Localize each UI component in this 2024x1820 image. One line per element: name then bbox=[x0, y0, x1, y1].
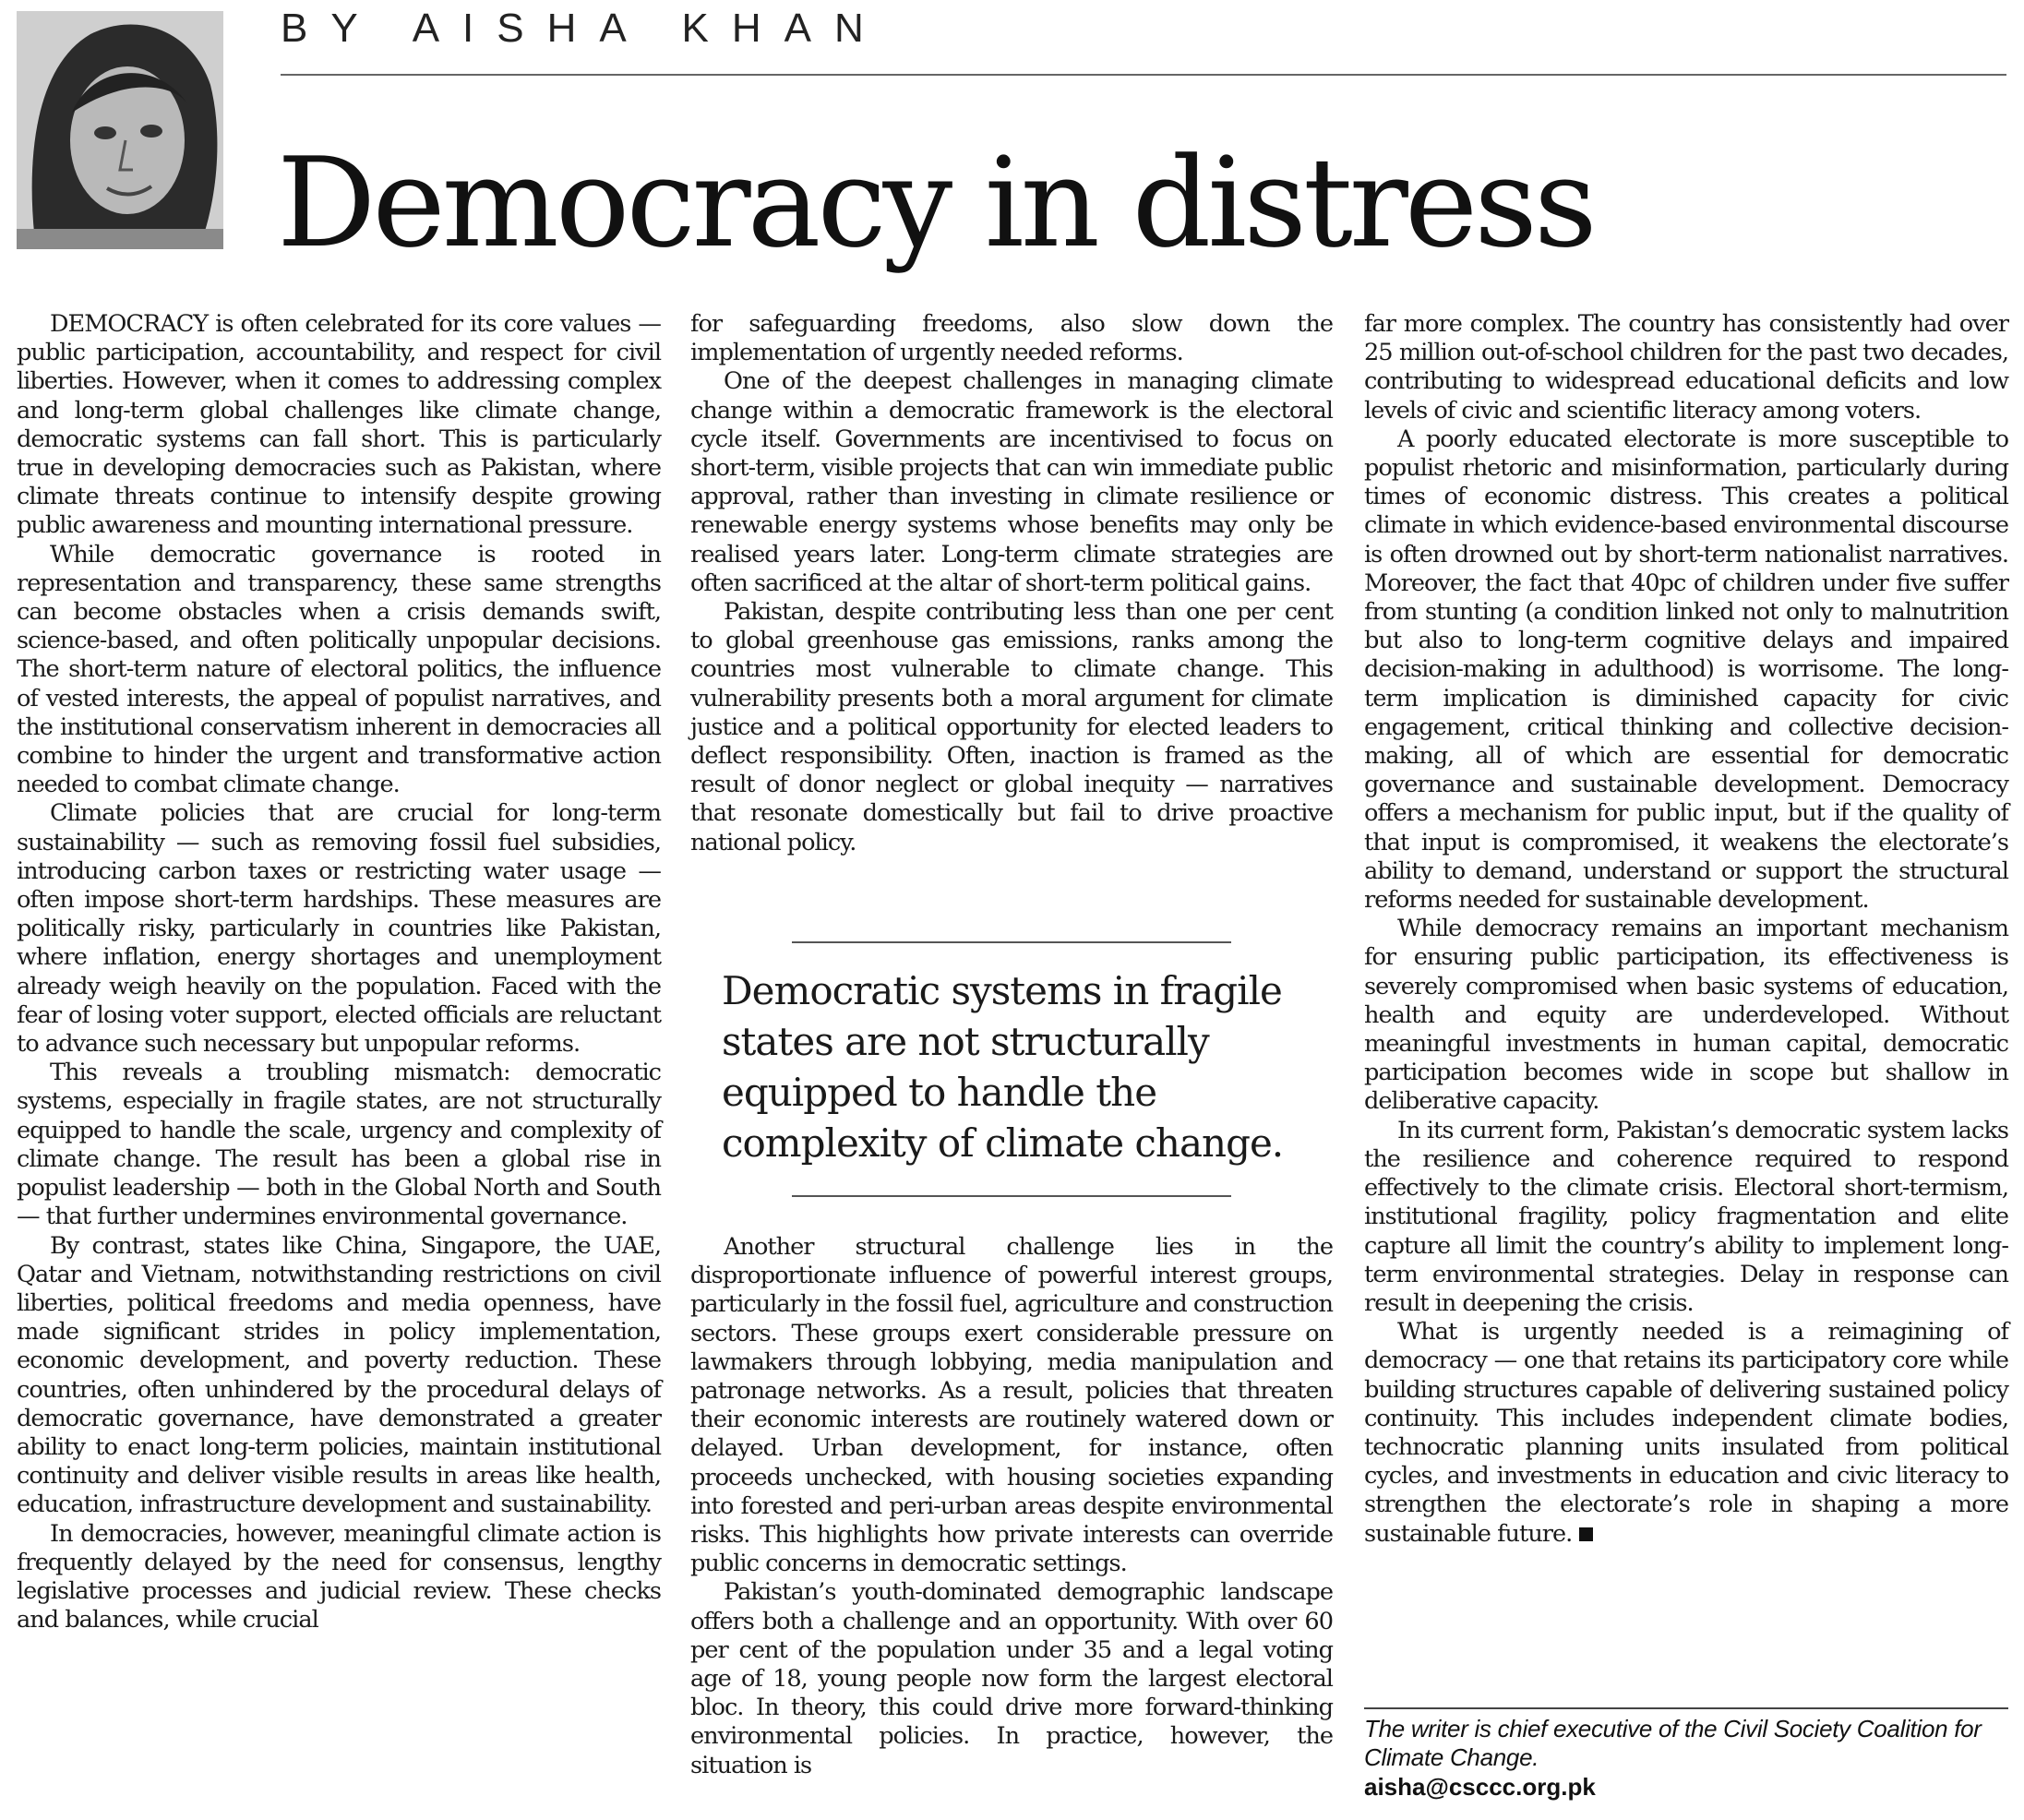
pull-quote: Democratic systems in fragile states are not structurally equipped to handle the complexity of climate change. bbox=[722, 968, 1284, 1166]
author-portrait bbox=[17, 11, 223, 244]
article-column-2-top bbox=[690, 310, 1333, 857]
paragraph: By contrast, states like China, Singapore, the UAE, Qatar and Vietnam, notwithstanding restrictions on civil liberties, political freedoms and media openness, have made significant strides in policy implementation, economic development, and poverty reduction. These countries, often unhindered by the procedural delays of democratic governance, have demonstrated a greater ability to enact long-term policies, maintain institutional continuity and deliver visible results in areas like health, education, infrastructure development and sustainability. bbox=[17, 1231, 661, 1519]
paragraph: Another structural challenge lies in the disproportionate influence of powerful interest groups, particularly in the fossil fuel, agriculture and construction sectors. These groups exert considerable pressure on lawmakers through lobbying, media manipulation and patronage networks. As a result, policies that threaten their economic interests are routinely watered down or delayed. Urban development, for instance, often proceeds unchecked, with housing societies expanding into forested and peri-urban areas despite environmental risks. This highlights how private interests can override public concerns in democratic settings. bbox=[690, 1233, 1333, 1578]
end-of-article-mark bbox=[1579, 1527, 1593, 1541]
pull-quote-rule-top bbox=[792, 941, 1231, 943]
paragraph: One of the deepest challenges in managing climate change within a democratic framework is the electoral cycle itself. Governments are incentivised to focus on short-term, visible projects that can win immediate public approval, rather than investing in climate resilience or renewable energy systems whose benefits may only be realised years later. Long-term climate strategies are often sacrificed at the altar of short-term political gains. bbox=[690, 367, 1333, 597]
pull-quote-rule-bottom bbox=[792, 1195, 1231, 1197]
article-column-3 bbox=[1364, 310, 2008, 1549]
byline: BY AISHA KHAN bbox=[281, 6, 887, 51]
paragraph-text: What is urgently needed is a reimagining of democracy — one that retains its participatory core while building structures capable of delivering sustained policy continuity. This includes independent climate bodies, technocratic planning units insulated from political cycles, and investments in education and civic literacy to strengthen the electorate’s role in shaping a more sustainable future. bbox=[1364, 1318, 2008, 1548]
paragraph: far more complex. The country has consistently had over 25 million out-of-school children for the past two decades, contributing to widespread educational deficits and low levels of civic and scientific literacy among voters. bbox=[1364, 310, 2008, 425]
paragraph: In democracies, however, meaningful climate action is frequently delayed by the need for consensus, lengthy legislative processes and judicial review. These checks and balances, while crucial bbox=[17, 1519, 661, 1634]
headline: Democracy in distress bbox=[277, 131, 1594, 275]
paragraph: for safeguarding freedoms, also slow down the implementation of urgently needed reforms. bbox=[690, 310, 1333, 367]
paragraph: A poorly educated electorate is more susceptible to populist rhetoric and misinformation, particularly during times of economic distress. This creates a political climate in which evidence-based environmental discourse is often drowned out by short-term nationalist narratives. Moreover, the fact that 40pc of children under five suffer from stunting (a condition linked not only to malnutrition but also to long-term cognitive delays and impaired decision-making in adulthood) is worrisome. The long-term implication is diminished capacity for civic engagement, critical thinking and collective decision-making, all of which are essential for democratic governance and sustainable development. Democracy offers a mechanism for public input, but if the quality of that input is compromised, it weakens the electorate’s ability to demand, understand or support the structural reforms needed for sustainable development. bbox=[1364, 425, 2008, 915]
article-column-2-bottom bbox=[690, 1233, 1333, 1780]
paragraph: This reveals a troubling mismatch: democratic systems, especially in fragile states, are not structurally equipped to handle the scale, urgency and complexity of climate change. The result has been a global rise in populist leadership — both in the Global North and South — that further undermines environmental governance. bbox=[17, 1059, 661, 1231]
paragraph: While democratic governance is rooted in representation and transparency, these same strengths can become obstacles when a crisis demands swift, science-based, and often politically unpopular decisions. The short-term nature of electoral politics, the influence of vested interests, the appeal of populist narratives, and the institutional conservatism inherent in democracies all combine to hinder the urgent and transformative action needed to combat climate change. bbox=[17, 540, 661, 799]
paragraph: Climate policies that are crucial for long-term sustainability — such as removing fossil fuel subsidies, introducing carbon taxes or restricting water usage — often impose short-term hardships. These measures are politically risky, particularly in countries like Pakistan, where inflation, energy shortages and unemployment already weigh heavily on the population. Faced with the fear of losing voter support, elected officials are reluctant to advance such necessary but unpopular reforms. bbox=[17, 799, 661, 1059]
paragraph: Pakistan, despite contributing less than one per cent to global greenhouse gas emissions, ranks among the countries most vulnerable to climate change. This vulnerability presents both a moral argument for climate justice and a political opportunity for elected leaders to deflect responsibility. Often, inaction is framed as the result of donor neglect or global inequity — narratives that resonate domestically but fail to drive proactive national policy. bbox=[690, 598, 1333, 856]
paragraph: While democracy remains an important mechanism for ensuring public participation, its effectiveness is severely compromised when basic systems of education, health and equity are underdeveloped. Without meaningful investments in human capital, democratic participation becomes wide in scope but shallow in deliberative capacity. bbox=[1364, 915, 2008, 1116]
paragraph: In its current form, Pakistan’s democratic system lacks the resilience and coherence required to respond effectively to the climate crisis. Electoral short-termism, institutional fragility, policy fragmentation and elite capture all limit the country’s ability to implement long-term environmental strategies. Delay in response can result in deepening the crisis. bbox=[1364, 1116, 2008, 1317]
article-column-1 bbox=[17, 310, 661, 1634]
byline-rule bbox=[281, 74, 2006, 76]
paragraph: Pakistan’s youth-dominated demographic landscape offers both a challenge and an opportunity. With over 60 per cent of the population under 35 and a legal voting age of 18, young people now form the largest electoral bloc. In theory, this could drive more forward-thinking environmental policies. In practice, however, the situation is bbox=[690, 1578, 1333, 1779]
paragraph bbox=[1364, 1318, 2008, 1549]
author-email: aisha@csccc.org.pk bbox=[1364, 1773, 1596, 1801]
author-footnote: The writer is chief executive of the Civil Society Coalition for Climate Change. bbox=[1364, 1715, 1982, 1771]
footnote-rule bbox=[1364, 1707, 2008, 1709]
author-portrait-image bbox=[17, 11, 223, 244]
portrait-caption-bar bbox=[17, 229, 223, 249]
paragraph: DEMOCRACY is often celebrated for its core values — public participation, accountability, and respect for civil liberties. However, when it comes to addressing complex and long-term global challenges like climate change, democratic systems can fall short. This is particularly true in developing democracies such as Pakistan, where climate threats continue to intensify despite growing public awareness and mounting international pressure. bbox=[17, 310, 661, 540]
